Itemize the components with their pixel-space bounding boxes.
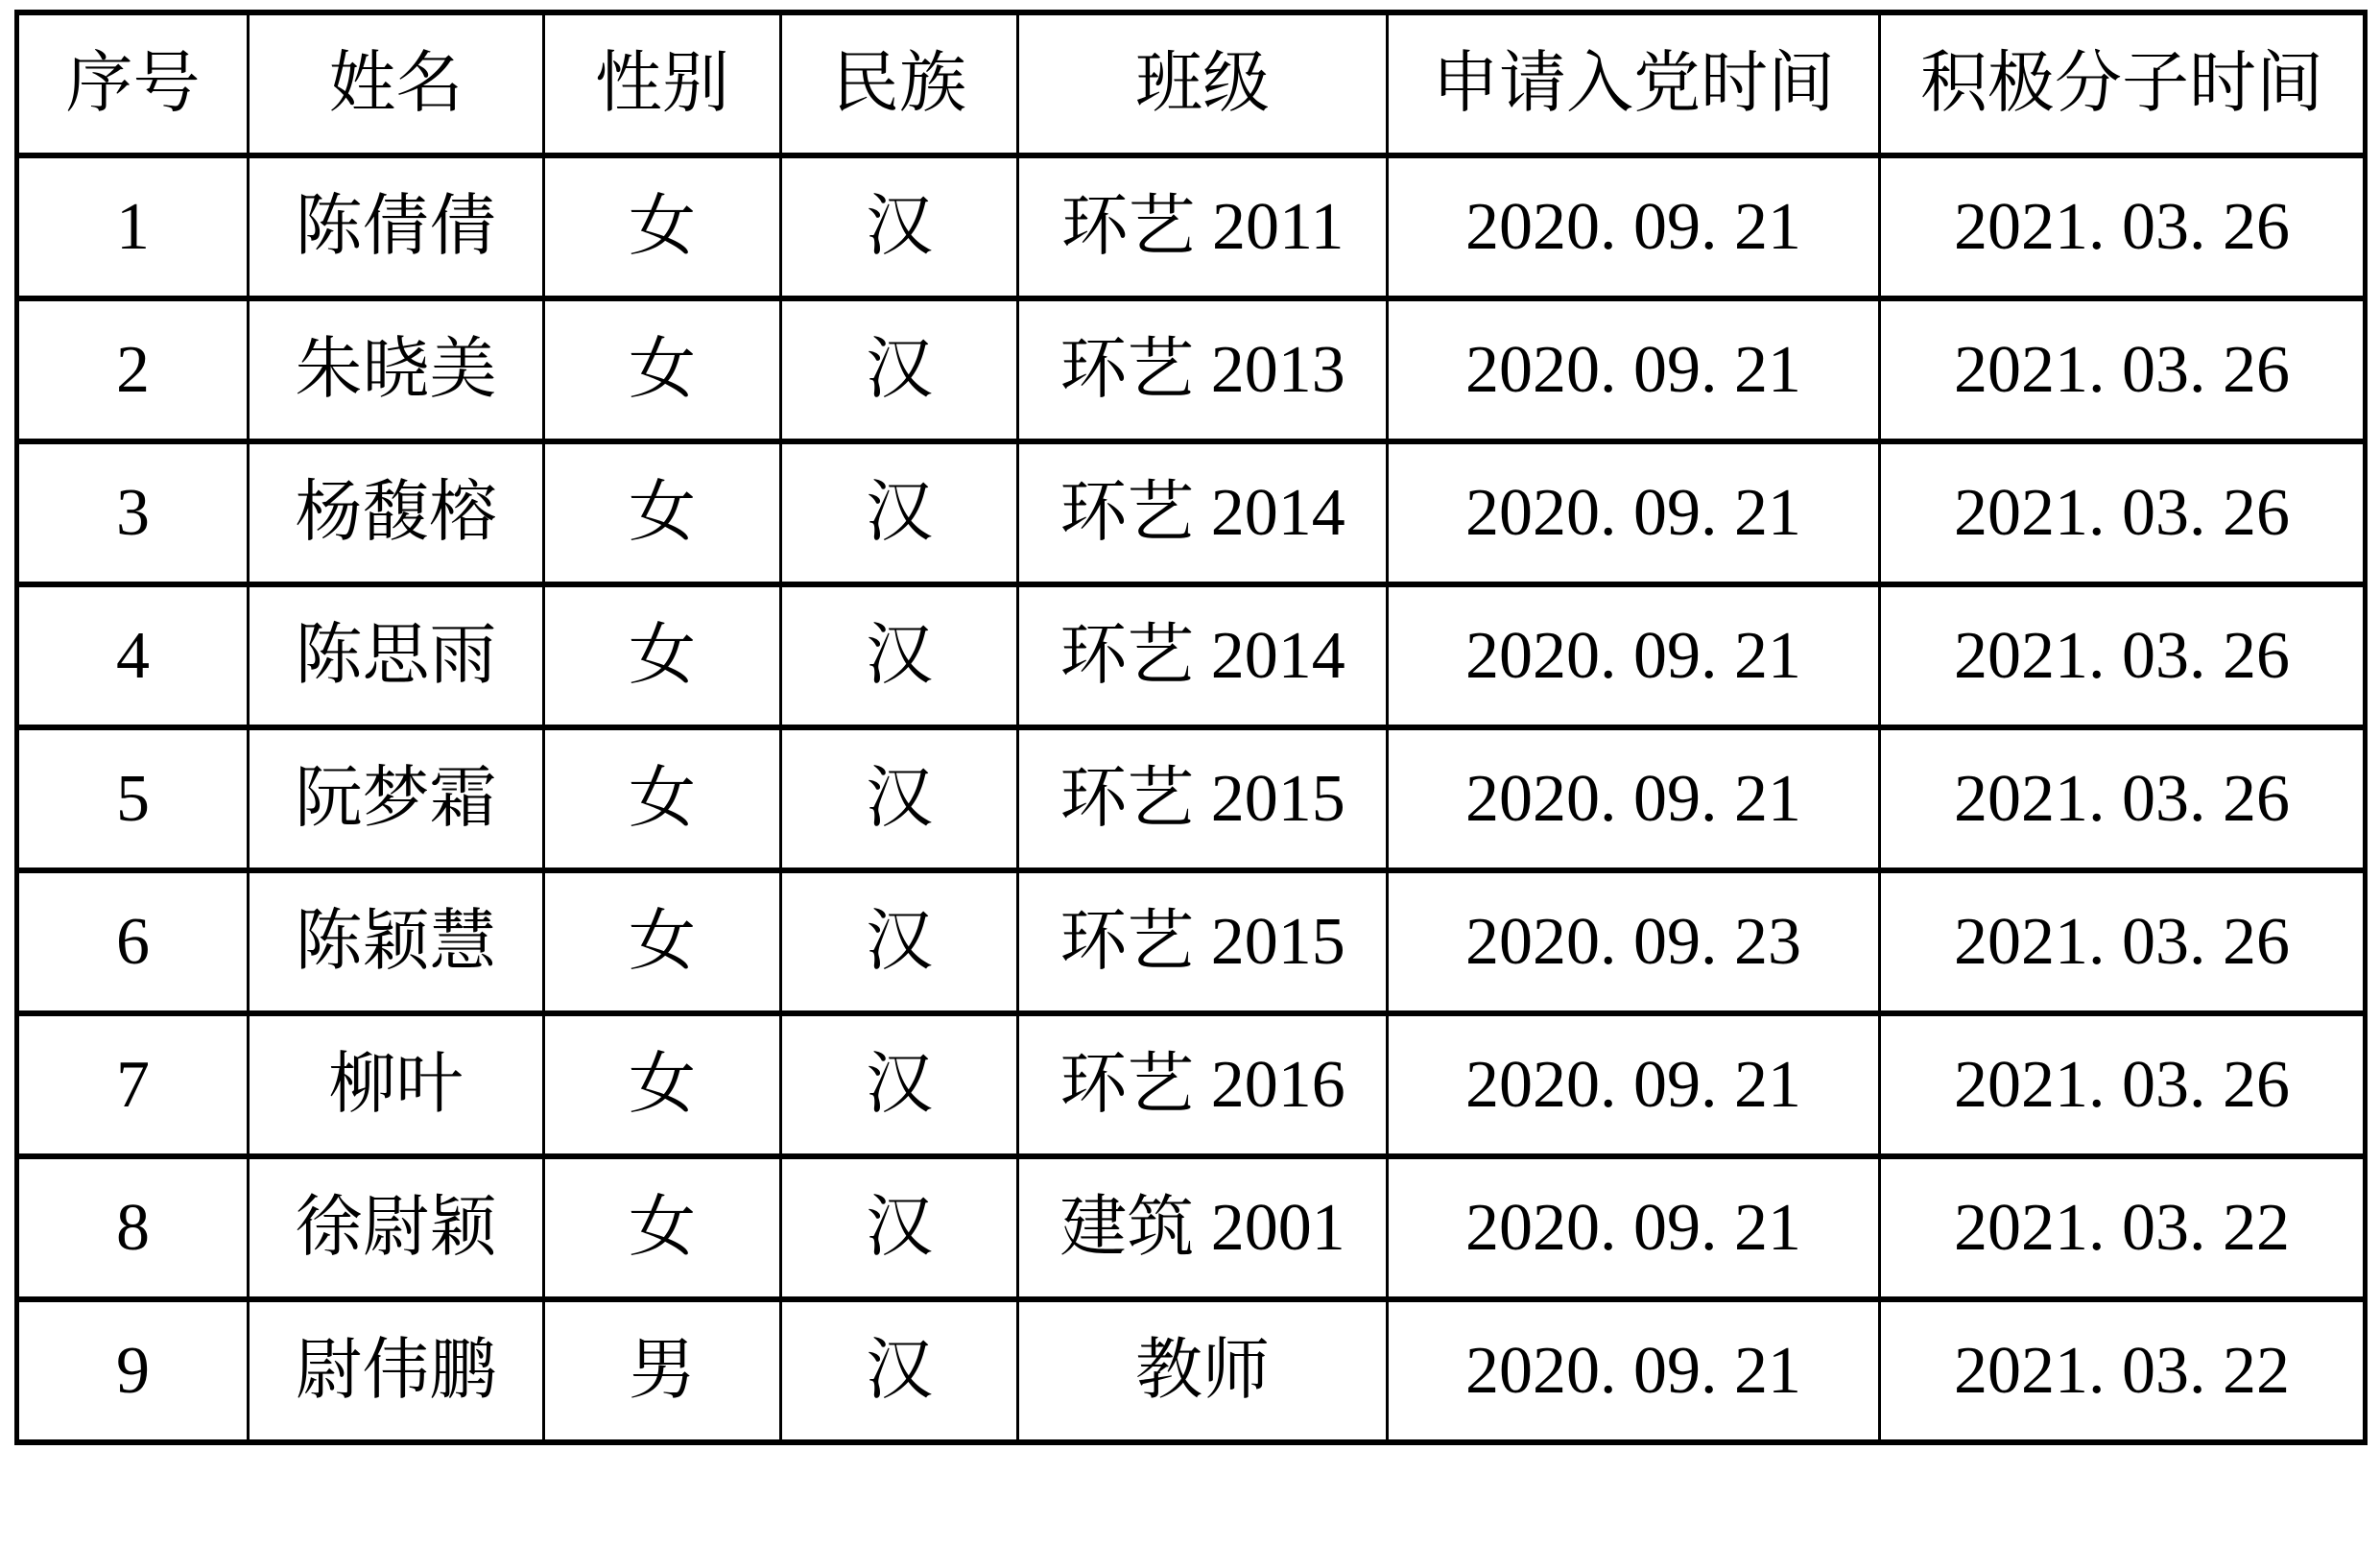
cell-ethnicity: 汉 bbox=[781, 1156, 1018, 1299]
table-row bbox=[17, 870, 2366, 1013]
table-row bbox=[17, 1156, 2366, 1299]
cell-apply_date: 2020. 09. 21 bbox=[1388, 441, 1880, 584]
column-header-ethnicity: 民族 bbox=[781, 12, 1018, 155]
column-header-activist_date: 积极分子时间 bbox=[1880, 12, 2366, 155]
cell-name: 陈倩倩 bbox=[249, 155, 544, 298]
cell-gender: 女 bbox=[544, 298, 781, 441]
cell-apply_date: 2020. 09. 21 bbox=[1388, 1013, 1880, 1156]
cell-index: 9 bbox=[17, 1299, 249, 1442]
cell-name: 尉伟鹏 bbox=[249, 1299, 544, 1442]
cell-apply_date: 2020. 09. 21 bbox=[1388, 584, 1880, 727]
roster-table bbox=[14, 10, 2368, 1445]
cell-index: 3 bbox=[17, 441, 249, 584]
cell-class_name: 教师 bbox=[1018, 1299, 1388, 1442]
cell-index: 4 bbox=[17, 584, 249, 727]
cell-index: 7 bbox=[17, 1013, 249, 1156]
cell-gender: 女 bbox=[544, 1156, 781, 1299]
header-row bbox=[17, 12, 2366, 155]
cell-name: 朱晓美 bbox=[249, 298, 544, 441]
cell-index: 6 bbox=[17, 870, 249, 1013]
cell-gender: 女 bbox=[544, 870, 781, 1013]
cell-activist_date: 2021. 03. 26 bbox=[1880, 441, 2366, 584]
cell-activist_date: 2021. 03. 26 bbox=[1880, 870, 2366, 1013]
cell-name: 杨馥榕 bbox=[249, 441, 544, 584]
table-row bbox=[17, 298, 2366, 441]
cell-class_name: 环艺 2015 bbox=[1018, 870, 1388, 1013]
cell-gender: 女 bbox=[544, 1013, 781, 1156]
cell-class_name: 建筑 2001 bbox=[1018, 1156, 1388, 1299]
cell-index: 8 bbox=[17, 1156, 249, 1299]
cell-ethnicity: 汉 bbox=[781, 1299, 1018, 1442]
cell-apply_date: 2020. 09. 21 bbox=[1388, 1299, 1880, 1442]
cell-ethnicity: 汉 bbox=[781, 441, 1018, 584]
table-row bbox=[17, 727, 2366, 870]
cell-apply_date: 2020. 09. 21 bbox=[1388, 155, 1880, 298]
cell-activist_date: 2021. 03. 22 bbox=[1880, 1156, 2366, 1299]
cell-index: 1 bbox=[17, 155, 249, 298]
table-row bbox=[17, 1299, 2366, 1442]
cell-apply_date: 2020. 09. 21 bbox=[1388, 1156, 1880, 1299]
cell-name: 徐尉颖 bbox=[249, 1156, 544, 1299]
cell-gender: 男 bbox=[544, 1299, 781, 1442]
cell-activist_date: 2021. 03. 26 bbox=[1880, 584, 2366, 727]
cell-class_name: 环艺 2016 bbox=[1018, 1013, 1388, 1156]
table-row bbox=[17, 1013, 2366, 1156]
cell-activist_date: 2021. 03. 26 bbox=[1880, 298, 2366, 441]
cell-gender: 女 bbox=[544, 441, 781, 584]
cell-gender: 女 bbox=[544, 584, 781, 727]
cell-name: 柳叶 bbox=[249, 1013, 544, 1156]
cell-gender: 女 bbox=[544, 155, 781, 298]
cell-class_name: 环艺 2014 bbox=[1018, 441, 1388, 584]
cell-gender: 女 bbox=[544, 727, 781, 870]
cell-apply_date: 2020. 09. 21 bbox=[1388, 727, 1880, 870]
cell-ethnicity: 汉 bbox=[781, 727, 1018, 870]
table-row bbox=[17, 155, 2366, 298]
table-row bbox=[17, 584, 2366, 727]
cell-activist_date: 2021. 03. 22 bbox=[1880, 1299, 2366, 1442]
cell-activist_date: 2021. 03. 26 bbox=[1880, 727, 2366, 870]
cell-name: 陈颖慧 bbox=[249, 870, 544, 1013]
cell-apply_date: 2020. 09. 21 bbox=[1388, 298, 1880, 441]
cell-ethnicity: 汉 bbox=[781, 584, 1018, 727]
cell-class_name: 环艺 2015 bbox=[1018, 727, 1388, 870]
cell-ethnicity: 汉 bbox=[781, 298, 1018, 441]
cell-apply_date: 2020. 09. 23 bbox=[1388, 870, 1880, 1013]
column-header-apply_date: 申请入党时间 bbox=[1388, 12, 1880, 155]
cell-index: 5 bbox=[17, 727, 249, 870]
column-header-name: 姓名 bbox=[249, 12, 544, 155]
table-row bbox=[17, 441, 2366, 584]
column-header-class_name: 班级 bbox=[1018, 12, 1388, 155]
cell-class_name: 环艺 2013 bbox=[1018, 298, 1388, 441]
column-header-gender: 性别 bbox=[544, 12, 781, 155]
cell-index: 2 bbox=[17, 298, 249, 441]
cell-activist_date: 2021. 03. 26 bbox=[1880, 1013, 2366, 1156]
column-header-index: 序号 bbox=[17, 12, 249, 155]
cell-activist_date: 2021. 03. 26 bbox=[1880, 155, 2366, 298]
cell-class_name: 环艺 2011 bbox=[1018, 155, 1388, 298]
cell-ethnicity: 汉 bbox=[781, 870, 1018, 1013]
cell-ethnicity: 汉 bbox=[781, 1013, 1018, 1156]
cell-class_name: 环艺 2014 bbox=[1018, 584, 1388, 727]
cell-name: 陈思雨 bbox=[249, 584, 544, 727]
cell-ethnicity: 汉 bbox=[781, 155, 1018, 298]
cell-name: 阮梦霜 bbox=[249, 727, 544, 870]
table-body bbox=[17, 155, 2366, 1442]
